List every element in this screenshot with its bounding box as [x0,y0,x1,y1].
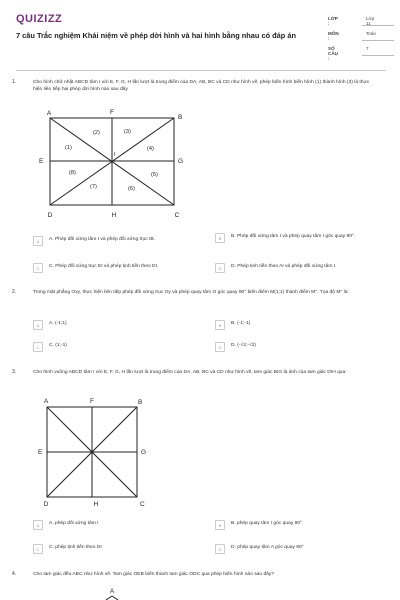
q1-region-5: (5) [151,172,158,178]
option-text: C. (1;-1) [49,343,67,348]
question-4-number: 4. [12,571,17,577]
option-text: A. phép đối xứng tâm I [49,521,99,526]
option-text: A. (-1;1) [49,321,67,326]
q1-label-e: E [39,158,44,165]
option-letter-box: D [215,263,225,273]
q3-label-h: H [93,501,99,508]
option-letter-box: C [33,263,43,273]
q1-label-c: C [174,212,180,219]
option-text: C. Phép đối xứng trục EI và phép tịnh tiến theo DI. [49,264,159,269]
class-label: LỚP : [328,16,338,26]
q3-option-d[interactable] [215,544,385,554]
q3-option-b[interactable] [215,520,385,530]
q3-label-d: D [43,501,49,508]
option-text: B. Phép đối xứng tâm I và phép quay tâm I góc quay 90°. [231,234,356,239]
q1-region-4: (4) [147,146,154,152]
q4-label-a: A [109,588,115,595]
subject-value: Toán [366,31,376,36]
q1-region-6: (6) [128,186,135,192]
q3-label-f: F [90,398,94,405]
q1-label-i: I [114,152,116,158]
q1-option-a[interactable] [33,236,203,246]
q1-label-h: H [111,212,117,219]
q1-region-7: (7) [90,184,97,190]
option-text: B. phép quay tâm I góc quay 90° [231,521,303,526]
q3-label-e: E [38,449,43,456]
q2-option-d[interactable] [215,342,385,352]
option-letter-box: C [33,544,43,554]
subject-label: MÔN : [328,31,339,41]
option-text: A. Phép đối xứng tâm I và phép đối xứng trục IB. [49,237,156,242]
question-1-text: Cho hình chữ nhật ABCD tâm I với E, F, G, H lần lượt là trung điểm của DA, AB, BC và CD như hình vẽ, phép biến hình biến hình (1) thành hình (3) là thực hiện liên tiếp hai phép dời hình nào sau đây [33,80,370,92]
q2-option-c[interactable] [33,342,203,352]
q1-label-g: G [178,158,184,165]
quizizz-logo: QUIZIZZ [16,13,63,25]
option-letter-box: B [215,520,225,530]
option-letter-box: B [215,320,225,330]
q1-option-c[interactable] [33,263,203,273]
q3-label-b: B [138,399,143,406]
option-text: D. Phép tịnh tiến theo AI và phép đối xứng tâm I. [231,264,337,269]
q3-option-a[interactable] [33,520,203,530]
question-2-number: 2. [12,289,17,295]
option-text: C. phép tịnh tiến theo DI [49,545,102,550]
option-letter-box: C [33,342,43,352]
class-value: Lớp 11 [366,16,375,26]
q1-region-3: (3) [124,129,131,135]
option-letter-box: A [33,520,43,530]
question-3-number: 3. [12,369,17,375]
q3-option-c[interactable] [33,544,203,554]
q1-region-2: (2) [93,130,100,136]
question-3-text: Cho hình vuông ABCD tâm I với E, F, G, H lần lượt là trung điểm của DA, AB, BC và CD như hình vẽ, tam giác BIG là ảnh của tam giác DIH qua: [33,370,347,375]
option-letter-box: A [33,236,43,246]
option-letter-box: A [33,320,43,330]
question-count-value: 7 [366,46,369,51]
q1-label-f: F [110,109,114,116]
q2-option-b[interactable] [215,320,385,330]
option-letter-box: B [215,233,225,243]
q3-label-a: A [43,398,49,405]
question-4-text: Cho tam giác đều ABC như hình vẽ. Tam giác OEB biến thành tam giác ODC qua phép biến hình nào sau đây? [33,572,275,577]
q1-region-8: (8) [69,170,76,176]
question-1-number: 1. [12,79,17,85]
q1-option-d[interactable] [215,263,385,273]
q3-label-c: C [140,501,145,508]
option-text: B. (-1;-1) [231,321,251,326]
q1-option-b[interactable] [215,233,385,243]
q1-label-d: D [47,212,53,219]
option-text: D. phép quay tâm A góc quay 90° [231,545,304,550]
option-letter-box: D [215,544,225,554]
question-2-text: Trong mặt phẳng Oxy, thực hiện liên tiếp phép đối xứng trục Oy và phép quay tâm O góc quay 90° biến điểm M(1;1) thành điểm M''. Tọa độ M'' là: [33,290,349,295]
q3-label-g: G [141,449,147,456]
option-text: D. (-√2;-√2) [231,343,256,348]
option-letter-box: D [215,342,225,352]
q2-option-a[interactable] [33,320,203,330]
question-count-label: SỐ CÂU : [328,46,338,61]
q1-label-b: B [178,114,183,121]
q1-region-1: (1) [65,145,72,151]
q1-label-a: A [46,110,52,117]
page-title: 7 câu Trắc nghiệm Khái niệm về phép dời hình và hai hình bằng nhau có đáp án [16,31,296,40]
